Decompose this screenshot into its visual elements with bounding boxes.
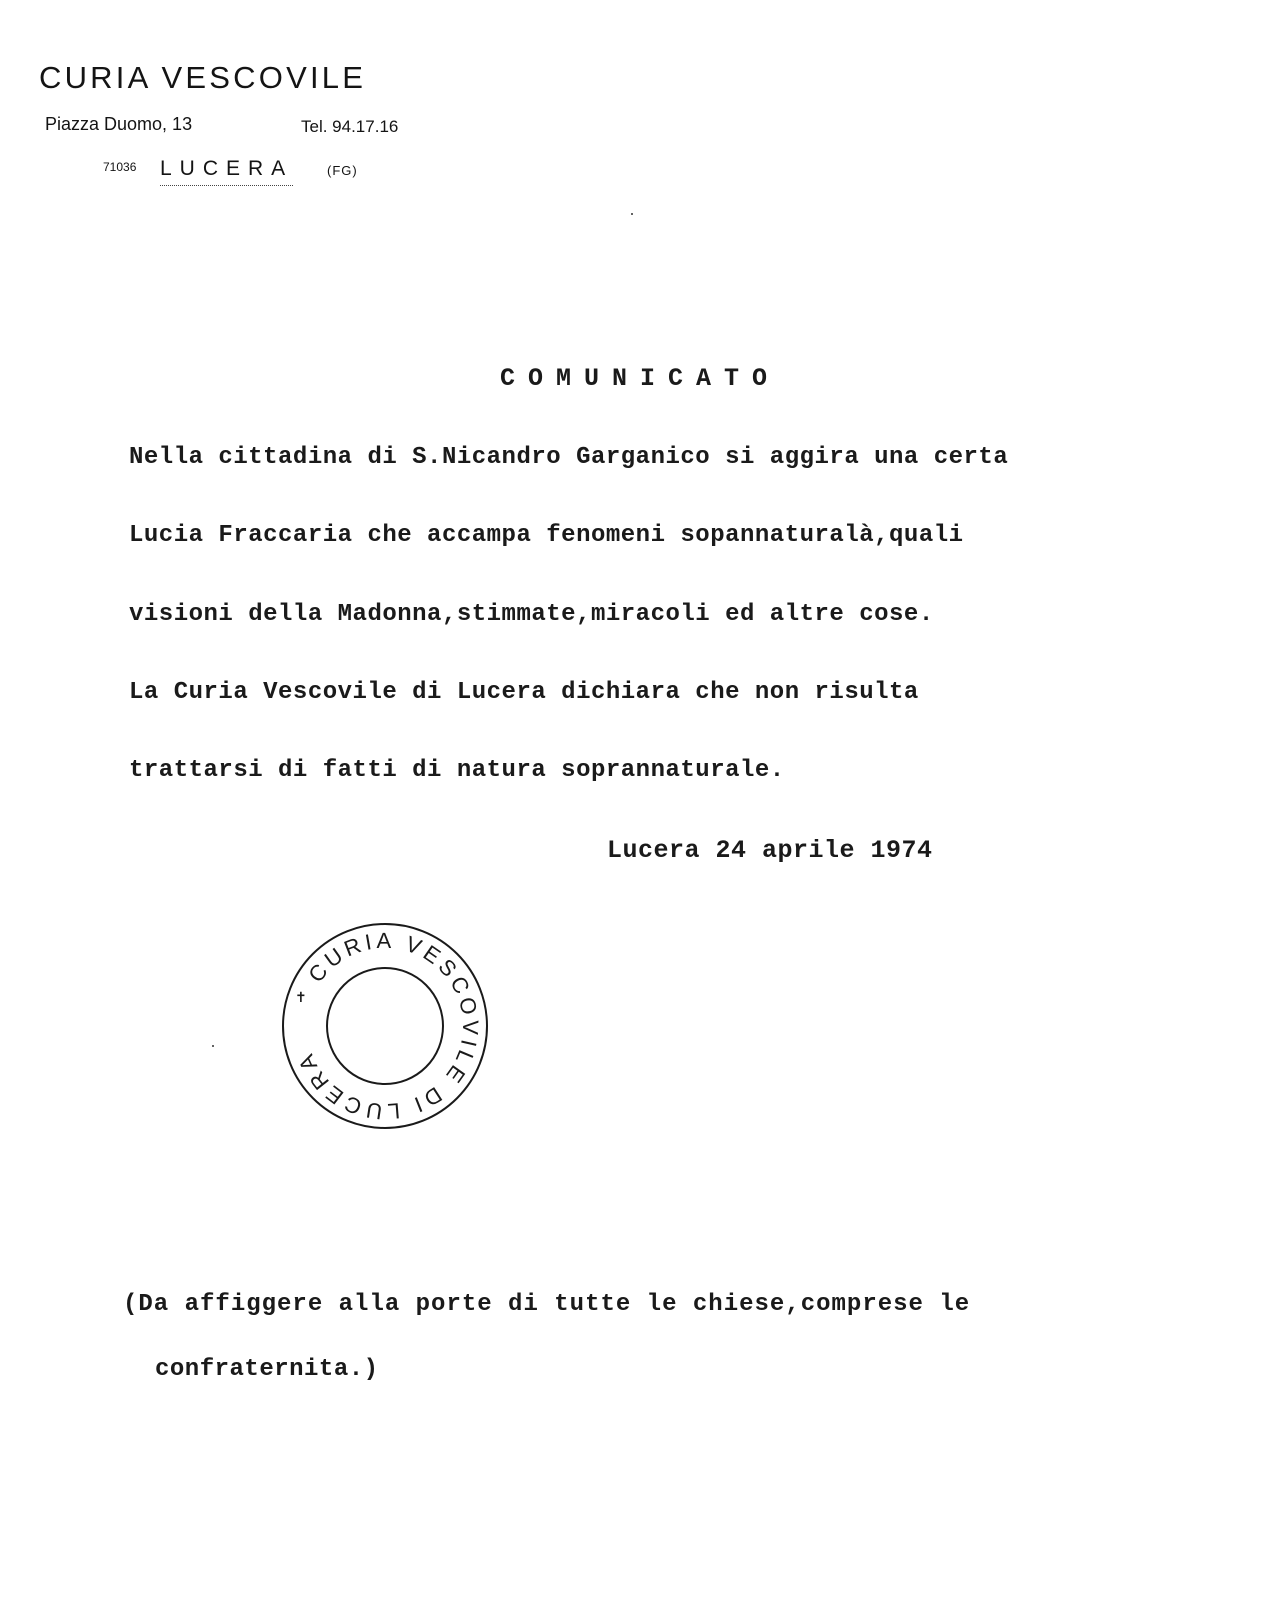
paper-speck <box>212 1045 214 1047</box>
letterhead-postal-code: 71036 <box>103 160 137 174</box>
curia-seal-stamp <box>279 920 491 1132</box>
paper-speck <box>631 213 633 215</box>
posting-note-line: (Da affiggere alla porte di tutte le chiese,comprese le <box>123 1291 971 1318</box>
stamp-text: CURIA VESCOVILE DI LUCERA <box>291 927 484 1125</box>
document-heading: COMUNICATO <box>500 364 781 393</box>
letterhead-address: Piazza Duomo, 13 <box>45 114 193 134</box>
letterhead-city: LUCERA <box>160 157 293 186</box>
posting-note-line: confraternita.) <box>155 1356 379 1383</box>
body-line: trattarsi di fatti di natura soprannaturale. <box>129 757 785 784</box>
body-line: visioni della Madonna,stimmate,miracoli ed altre cose. <box>129 601 934 628</box>
svg-text:CURIA VESCOVILE DI LUCERA <box>292 928 484 1124</box>
letterhead-province: (FG) <box>327 163 358 178</box>
body-line: Lucia Fraccaria che accampa fenomeni sopannaturalà,quali <box>129 522 964 549</box>
body-line: Nella cittadina di S.Nicandro Garganico si aggira una certa <box>129 444 1009 471</box>
place-date: Lucera 24 aprile 1974 <box>607 836 933 865</box>
letterhead-phone: Tel. 94.17.16 <box>301 117 399 136</box>
svg-text:✝: ✝ <box>295 989 307 1005</box>
letterhead-title: CURIA VESCOVILE <box>39 60 367 95</box>
body-line: La Curia Vescovile di Lucera dichiara che non risulta <box>129 679 919 706</box>
